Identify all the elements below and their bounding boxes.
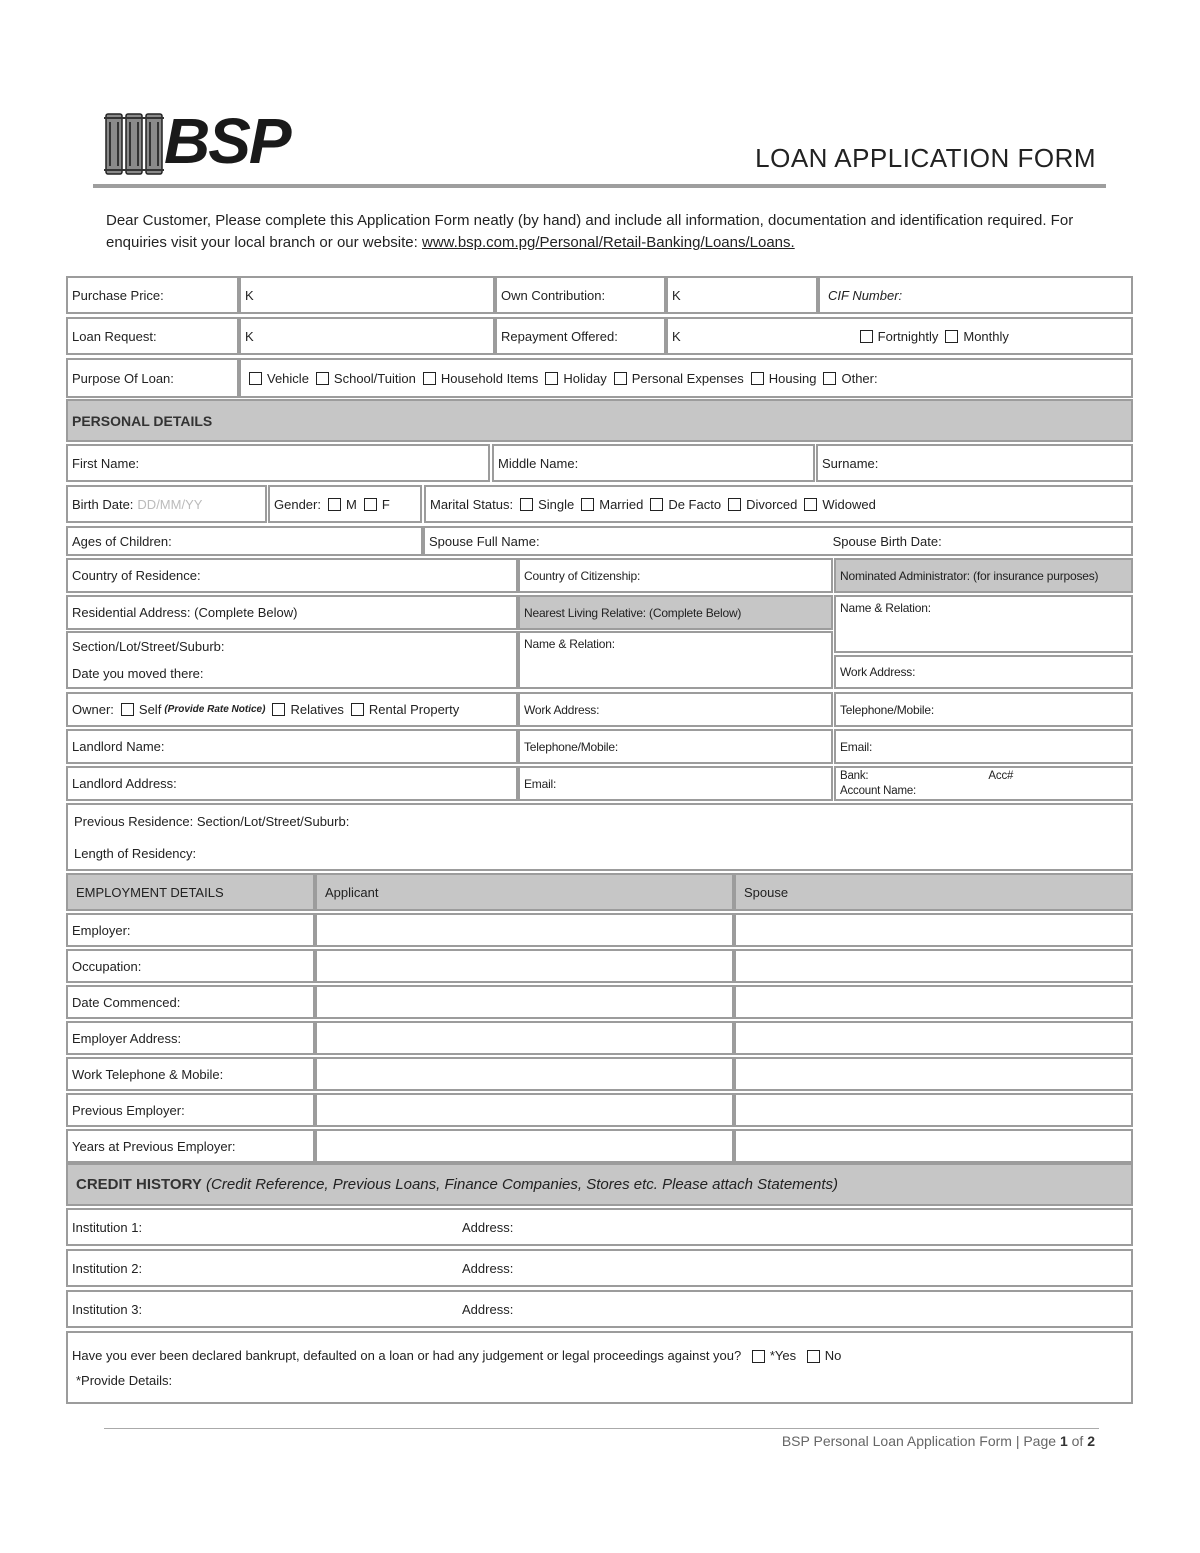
loan-request-field[interactable]: K — [239, 317, 495, 355]
marital-divorced-checkbox[interactable] — [728, 498, 741, 511]
admin-bank-field[interactable] — [834, 766, 1133, 801]
marital-status-field: Marital Status: Single Married De Facto Divorced Widowed — [424, 485, 1133, 523]
credit-history-heading: CREDIT HISTORY (Credit Reference, Previous Loans, Finance Companies, Stores etc. Please attach Statements) — [66, 1163, 1133, 1206]
intro-paragraph — [106, 210, 1106, 254]
surname-field[interactable]: Surname: — [816, 444, 1133, 482]
employment-spouse-field[interactable] — [734, 949, 1133, 983]
purpose-housing-checkbox[interactable] — [751, 372, 764, 385]
admin-email-field[interactable]: Email: — [834, 729, 1133, 764]
nominated-admin-heading: Nominated Administrator: (for insurance purposes) — [834, 558, 1133, 593]
date-moved-label: Date you moved there: — [72, 666, 204, 681]
ages-children-field[interactable]: Ages of Children: — [66, 526, 423, 556]
loan-request-label: Loan Request: — [66, 317, 239, 355]
personal-details-heading: PERSONAL DETAILS — [66, 399, 1133, 442]
residential-address-heading: Residential Address: (Complete Below) — [66, 595, 518, 630]
website-link[interactable]: www.bsp.com.pg/Personal/Retail-Banking/Loans/Loans. — [421, 234, 795, 251]
own-contribution-label: Own Contribution: — [495, 276, 666, 314]
owner-field: Owner: Self (Provide Rate Notice) Relatives Rental Property — [66, 692, 518, 727]
employment-spouse-field[interactable] — [734, 1129, 1133, 1163]
employment-row-label: Employer Address: — [66, 1021, 315, 1055]
institution-3-row[interactable]: Institution 3: Address: — [66, 1290, 1133, 1328]
employment-spouse-field[interactable] — [734, 985, 1133, 1019]
spouse-birth-label: Spouse Birth Date: — [832, 533, 942, 549]
institution-1-row[interactable]: Institution 1: Address: — [66, 1208, 1133, 1246]
nearest-relative-heading: Nearest Living Relative: (Complete Below) — [518, 595, 833, 630]
middle-name-field[interactable]: Middle Name: — [492, 444, 815, 482]
footer-divider — [104, 1428, 1099, 1429]
admin-work-address-field[interactable]: Work Address: — [834, 655, 1133, 689]
residential-address-field[interactable] — [66, 631, 518, 689]
admin-name-relation-field[interactable]: Name & Relation: — [834, 595, 1133, 653]
own-contribution-field[interactable]: K — [666, 276, 818, 314]
page-footer: BSP Personal Loan Application Form | Page 1 of 2 — [781, 1433, 1095, 1449]
employment-row-label: Date Commenced: — [66, 985, 315, 1019]
purpose-personal-checkbox[interactable] — [614, 372, 627, 385]
relative-email-field[interactable]: Email: — [518, 766, 833, 801]
employment-row-label: Occupation: — [66, 949, 315, 983]
previous-residence-label: Previous Residence: Section/Lot/Street/Suburb: — [74, 813, 350, 829]
header-divider — [93, 184, 1106, 188]
relative-telephone-field[interactable]: Telephone/Mobile: — [518, 729, 833, 764]
purpose-label: Purpose Of Loan: — [66, 358, 239, 398]
relative-work-address-field[interactable]: Work Address: — [518, 692, 833, 727]
employment-spouse-field[interactable] — [734, 1093, 1133, 1127]
purpose-vehicle-checkbox[interactable] — [249, 372, 262, 385]
section-lot-label: Section/Lot/Street/Suburb: — [72, 639, 225, 654]
purchase-price-label: Purchase Price: — [66, 276, 239, 314]
gender-field: Gender: M F — [268, 485, 422, 523]
country-residence-field[interactable]: Country of Residence: — [66, 558, 518, 593]
bank-label: Bank: — [840, 769, 869, 782]
relative-name-relation-field[interactable]: Name & Relation: — [518, 631, 833, 689]
bsp-logo — [104, 105, 290, 182]
employment-spouse-heading: Spouse — [734, 873, 1133, 911]
provide-details-field[interactable]: *Provide Details: — [76, 1372, 173, 1388]
marital-widowed-checkbox[interactable] — [804, 498, 817, 511]
length-residency-label: Length of Residency: — [74, 845, 197, 861]
purpose-household-checkbox[interactable] — [423, 372, 436, 385]
employment-applicant-field[interactable] — [315, 949, 734, 983]
employment-spouse-field[interactable] — [734, 1057, 1133, 1091]
purchase-price-field[interactable]: K — [239, 276, 495, 314]
employment-applicant-field[interactable] — [315, 1093, 734, 1127]
birth-date-field[interactable]: Birth Date: DD/MM/YY — [66, 485, 267, 523]
page-number: 1 — [1059, 1433, 1068, 1449]
bankrupt-question-block: Have you ever been declared bankrupt, defaulted on a loan or had any judgement or legal proceedings against you? *Yes No *Provide Details: — [66, 1331, 1133, 1404]
institution-2-row[interactable]: Institution 2: Address: — [66, 1249, 1133, 1287]
previous-residence-field[interactable] — [66, 803, 1133, 871]
purpose-options: Vehicle School/Tuition Household Items Holiday Personal Expenses Housing Other: — [239, 358, 1133, 398]
owner-self-checkbox[interactable] — [121, 703, 134, 716]
repayment-offered-field[interactable]: K Fortnightly Monthly — [666, 317, 1133, 355]
employment-spouse-field[interactable] — [734, 1021, 1133, 1055]
employment-applicant-field[interactable] — [315, 1021, 734, 1055]
monthly-checkbox[interactable] — [945, 330, 958, 343]
employment-details-heading: EMPLOYMENT DETAILS — [66, 873, 315, 911]
logo-text: BSP — [164, 105, 290, 177]
employment-row-label: Years at Previous Employer: — [66, 1129, 315, 1163]
employment-row-label: Work Telephone & Mobile: — [66, 1057, 315, 1091]
fortnightly-label: Fortnightly — [877, 328, 939, 344]
country-citizenship-field[interactable]: Country of Citizenship: — [518, 558, 833, 593]
employment-spouse-field[interactable] — [734, 913, 1133, 947]
gender-m-checkbox[interactable] — [328, 498, 341, 511]
purpose-school-checkbox[interactable] — [316, 372, 329, 385]
cif-number-field[interactable]: CIF Number: — [818, 276, 1133, 314]
fortnightly-checkbox[interactable] — [860, 330, 873, 343]
page-title: LOAN APPLICATION FORM — [755, 143, 1096, 173]
owner-rental-checkbox[interactable] — [351, 703, 364, 716]
marital-married-checkbox[interactable] — [581, 498, 594, 511]
gender-f-checkbox[interactable] — [364, 498, 377, 511]
acc-label: Acc# — [988, 769, 1014, 782]
bankrupt-question: Have you ever been declared bankrupt, defaulted on a loan or had any judgement or legal proceedings against you? — [72, 1347, 742, 1363]
marital-defacto-checkbox[interactable] — [650, 498, 663, 511]
employment-applicant-field[interactable] — [315, 913, 734, 947]
admin-telephone-field[interactable]: Telephone/Mobile: — [834, 692, 1133, 727]
spouse-name-field[interactable]: Spouse Full Name: Spouse Birth Date: — [423, 526, 1133, 556]
owner-relatives-checkbox[interactable] — [272, 703, 285, 716]
page-total: 2 — [1087, 1433, 1095, 1449]
marital-single-checkbox[interactable] — [520, 498, 533, 511]
landlord-name-field[interactable]: Landlord Name: — [66, 729, 518, 764]
first-name-field[interactable]: First Name: — [66, 444, 490, 482]
repayment-offered-label: Repayment Offered: — [495, 317, 666, 355]
monthly-label: Monthly — [963, 328, 1009, 344]
account-name-label: Account Name: — [840, 784, 917, 797]
purpose-other-checkbox[interactable] — [823, 372, 836, 385]
intro-text: Dear Customer, Please complete this Application Form neatly (by hand) and include all information, documentation and identification required. For enquiries visit your local branch or our website: — [106, 212, 1074, 251]
employment-applicant-field[interactable] — [315, 985, 734, 1019]
employment-applicant-field[interactable] — [315, 1057, 734, 1091]
bankrupt-no-checkbox[interactable] — [807, 1350, 820, 1363]
employment-row-label: Employer: — [66, 913, 315, 947]
employment-row-label: Previous Employer: — [66, 1093, 315, 1127]
employment-applicant-field[interactable] — [315, 1129, 734, 1163]
purpose-holiday-checkbox[interactable] — [545, 372, 558, 385]
landlord-address-field[interactable]: Landlord Address: — [66, 766, 518, 801]
bankrupt-yes-checkbox[interactable] — [752, 1350, 765, 1363]
employment-applicant-heading: Applicant — [315, 873, 734, 911]
